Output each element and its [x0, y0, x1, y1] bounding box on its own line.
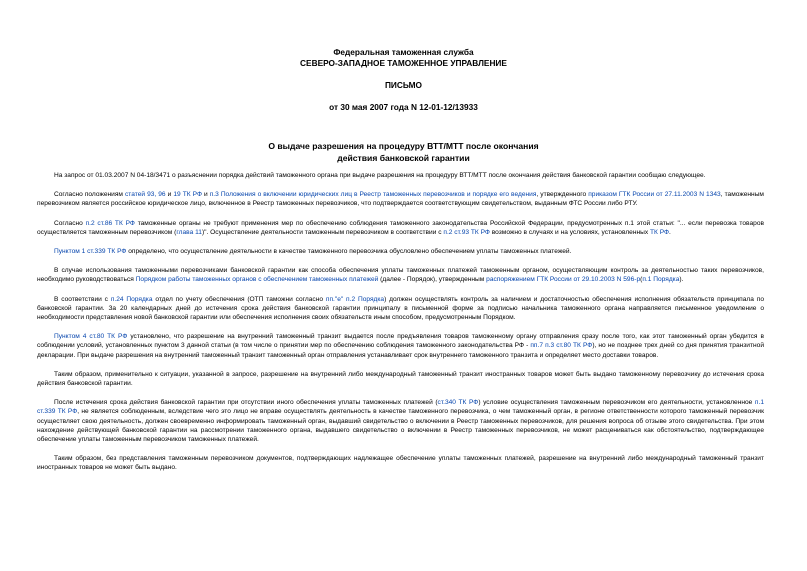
document-link[interactable]: статей 93, 96: [124, 191, 166, 199]
subject-line-2: действия банковской гарантии: [337, 153, 470, 163]
document-link[interactable]: п.2 ст.86 ТК РФ: [85, 219, 135, 227]
paragraph-text: )". Осуществление деятельности таможенным перевозчиком в соответствии с: [201, 228, 444, 236]
document-link[interactable]: глава 11: [176, 228, 202, 236]
document-link[interactable]: ст.340 ТК РФ: [437, 399, 479, 407]
paragraph-text: отдел по учету обеспечения (ОТП таможни согласно: [152, 295, 326, 303]
paragraph-p5: [37, 266, 764, 284]
paragraph-p9: [37, 398, 764, 444]
paragraph-text: Таким образом, без представления таможенным перевозчиком документов, подтверждающих надлежащее обеспечение уплаты таможенных платежей, разрешение на внутренний либо международный таможенный транзит иностранных товаров не может быть выдано.: [37, 455, 764, 472]
paragraph-p8: [37, 370, 764, 388]
paragraph-text: (далее - Порядок), утвержденным: [378, 276, 487, 284]
paragraph-text: , утвержденного: [536, 191, 589, 199]
paragraph-p3: [37, 219, 764, 237]
paragraph-text: В соответствии с: [54, 295, 111, 303]
paragraph-text: ), но не позднее трех дней со дня принятия транзитной декларации. При выдаче разрешения на внутренний таможенный транзит таможенный орган отправления устанавливает срок внутреннего таможенного транзита и определяет место доставки товаров.: [37, 342, 764, 359]
paragraph-text: (: [640, 276, 643, 284]
regional-office-name: СЕВЕРО-ЗАПАДНОЕ ТАМОЖЕННОЕ УПРАВЛЕНИЕ: [300, 58, 507, 68]
document-header: [0, 0, 807, 113]
document-date-number: от 30 мая 2007 года N 12-01-12/13933: [329, 102, 478, 112]
paragraph-text: После истечения срока действия банковской гарантии при отсутствии иного обеспечения уплаты таможенных платежей (: [54, 399, 438, 407]
paragraph-text: определено, что осуществление деятельности в качестве таможенного перевозчика обусловлено обеспечением уплаты таможенных платежей.: [126, 248, 572, 256]
paragraph-p7: [37, 332, 764, 360]
paragraph-text: ).: [679, 276, 684, 284]
document-body: [37, 171, 764, 483]
paragraph-text: установлено, что разрешение на внутренний таможенный транзит выдается после предъявления товаров таможенному органу отправления сразу после того, как этот таможенный орган убедится в соблюдении условий, установленных пунктом 3 данной статьи (в том числе о принятии мер по обеспечению соблюдения таможенного законодательства РФ -: [37, 333, 764, 350]
paragraph-text: возможно в случаях и на условиях, установленных: [489, 228, 650, 236]
paragraph-text: Согласно положениям: [54, 191, 125, 199]
document-link[interactable]: п.1 ст.339 ТК РФ: [37, 399, 764, 416]
document-link[interactable]: п.2 ст.93 ТК РФ: [443, 228, 490, 236]
paragraph-text: ) должен осуществлять контроль за наличием и достаточностью обеспечения исполнения обязательств принципала по банковской гарантии. За 20 календарных дней до истечения срока действия банковской гарантии принципалу в письменной форме за подписью начальника таможенного органа направляется письменное уведомление о необходимости представления новой банковской гарантии или обеспечения исполнения своих обязательств иным способом, предусмотренным Порядком.: [37, 295, 765, 322]
paragraph-p6: [37, 295, 764, 323]
paragraph-text: ) условие осуществления таможенным перевозчиком его деятельности, установленное: [478, 399, 755, 407]
paragraph-text: Согласно: [54, 219, 86, 227]
paragraph-p1: [37, 171, 764, 180]
paragraph-text: В случае использования таможенными перевозчиками банковской гарантии как способа обеспечения уплаты таможенных платежей таможенным органом, осуществляющим контроль за деятельностью таких перевозчиков, необходимо руководствоваться: [37, 267, 764, 284]
paragraph-p10: [37, 454, 764, 472]
paragraph-text: На запрос от 01.03.2007 N 04-18/3471 о разъяснении порядка действий таможенного органа при выдаче разрешения на процедуру ВТТ/МТТ после окончания действия банковской гарантии сообщаю следующее.: [54, 172, 706, 179]
paragraph-text: , не является соблюденным, вследствие чего это лицо не вправе осуществлять деятельность в качестве таможенного перевозчика, о чем таможенный орган, в регионе ответственности которого таможенный перевозчик осуществляет свою деятельность, должен своевременно информировать таможенный орган, выдавший свидетельство о включении в Реестр таможенных перевозчиков, для решения вопроса об отзыве этого свидетельства. При этом нахождение действующей банковской гарантии на рассмотрении таможенного органа, выдавшего свидетельство о включении в Реестр таможенных перевозчиков, не может расцениваться как обстоятельство, подтверждающее обеспечение уплаты таможенным перевозчиком таможенных платежей.: [37, 408, 764, 444]
paragraph-text: Таким образом, применительно к ситуации, указанной в запросе, разрешение на внутренний либо международный таможенный транзит иностранных товаров может быть выдано таможенному перевозчику до истечения срока действия банковской гарантии.: [37, 370, 764, 388]
paragraph-text: и: [201, 191, 210, 199]
agency-name: Федеральная таможенная служба: [333, 47, 474, 57]
document-link[interactable]: ТК РФ: [650, 228, 670, 236]
document-link[interactable]: пп.7 п.3 ст.80 ТК РФ: [530, 342, 593, 350]
document-subject: [0, 140, 807, 164]
document-link[interactable]: п.1 Порядка: [642, 276, 680, 284]
document-link[interactable]: пп."е" п.2 Порядка: [325, 295, 385, 303]
subject-line-1: О выдаче разрешения на процедуру ВТТ/МТТ после окончания: [268, 141, 539, 151]
document-link[interactable]: распоряжением ГТК России от 29.10.2003 N 596-р: [486, 276, 641, 284]
paragraph-p2: [37, 190, 764, 208]
document-link[interactable]: п.24 Порядка: [110, 295, 153, 303]
paragraph-text: , таможенным перевозчиком является российское юридическое лицо, включенное в Реестр таможенных перевозчиков, что подтверждается соответствующим свидетельством, выданным ФТС России либо РТУ.: [37, 191, 764, 208]
document-link[interactable]: приказом ГТК России от 27.11.2003 N 1343: [588, 191, 721, 199]
document-link[interactable]: Пунктом 4 ст.80 ТК РФ: [54, 333, 128, 341]
paragraph-text: .: [669, 228, 671, 236]
document-link[interactable]: п.3 Положения о включении юридических лиц в Реестр таможенных перевозчиков и порядке его ведения: [209, 191, 537, 199]
document-link[interactable]: 19 ТК РФ: [173, 191, 202, 199]
paragraph-text: таможенные органы не требуют применения мер по обеспечению соблюдения таможенного законодательства Российской Федерации, предусмотренных п.1 этой статьи: "... если перевозка товаров осуществляется таможенным перевозчиком (: [37, 219, 764, 236]
paragraph-p4: [37, 247, 764, 256]
document-link[interactable]: Порядком работы таможенных органов с обеспечением таможенных платежей: [135, 276, 379, 284]
document-type: ПИСЬМО: [384, 80, 423, 90]
paragraph-text: и: [165, 191, 174, 199]
document-link[interactable]: Пунктом 1 ст.339 ТК РФ: [54, 248, 127, 256]
